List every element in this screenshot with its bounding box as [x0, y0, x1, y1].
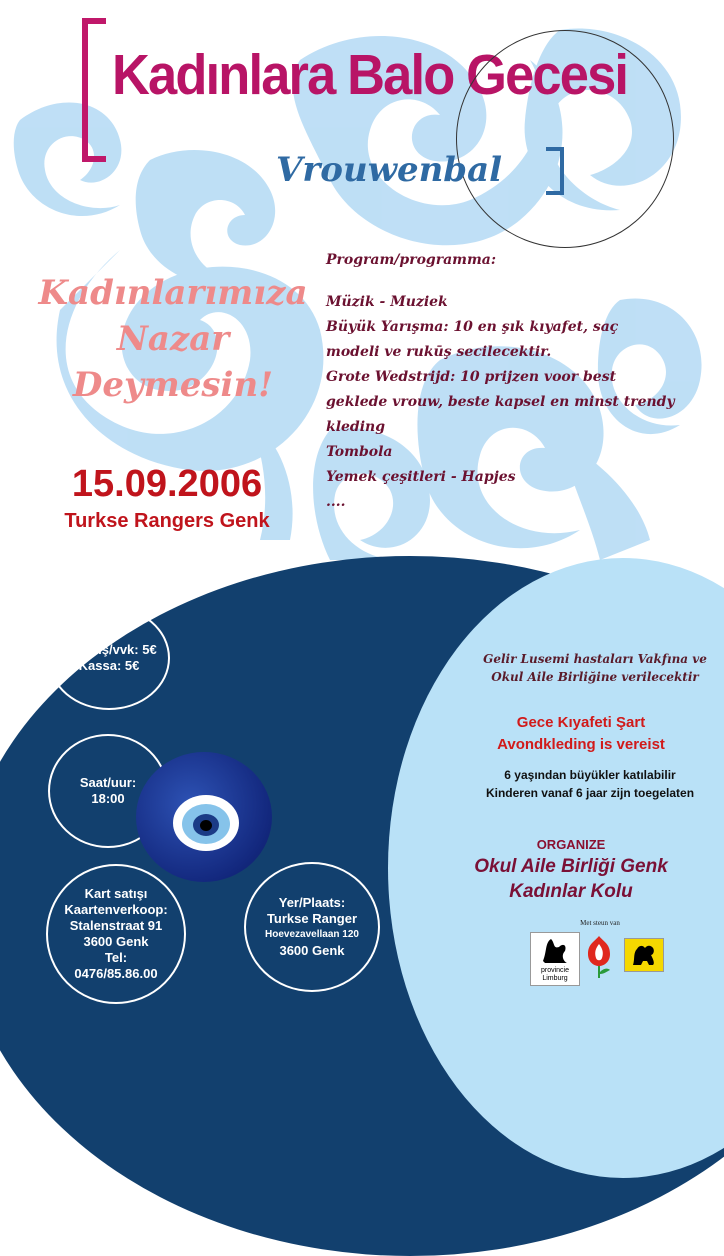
slogan-line: Nazar: [116, 319, 230, 359]
program-item: Tombola: [326, 444, 393, 460]
tickets-street: Stalenstraat 91: [69, 918, 163, 933]
event-date: 15.09.2006: [71, 463, 263, 505]
dress-code-turkish: Gece Kıyafeti Şart: [516, 714, 646, 731]
title-turkish: Kadınlara Balo Gecesi: [112, 43, 628, 107]
flemish-lion-logo: [624, 938, 664, 972]
tulip-logo-icon: [584, 934, 614, 980]
limburg-logo-text: provincie Limburg: [540, 967, 569, 982]
sponsor-label: Met steun van: [580, 919, 620, 927]
lion-icon: [625, 939, 663, 971]
title-dutch: Vrouwenbal: [276, 150, 503, 190]
limburg-emblem-icon: [531, 933, 579, 967]
place-street: Hoevezavellaan 120: [265, 929, 359, 940]
title-circle-outline: [456, 30, 674, 248]
organizer-name: [456, 854, 686, 904]
donation-line: Okul Aile Birliğine verilecektir: [491, 670, 699, 684]
program-section: [326, 248, 676, 515]
place-label: Yer/Plaats:: [278, 895, 346, 910]
time-label: Saat/uur:: [79, 775, 137, 790]
program-heading: Program/programma:: [326, 252, 497, 268]
program-item: Büyük Yarışma: 10 en şık kıyafet, saç modeli ve rukūş secilecektir.: [326, 319, 619, 360]
event-venue: Turkse Rangers Genk: [64, 510, 270, 532]
age-note: [440, 766, 724, 802]
age-note-dutch: Kinderen vanaf 6 jaar zijn toegelaten: [485, 786, 695, 800]
donation-note: [450, 650, 724, 686]
tickets-tel: 0476/85.86.00: [74, 966, 158, 981]
slogan-line: Kadınlarımıza: [38, 273, 308, 313]
door-price: Kassa: 5€: [78, 658, 140, 673]
dress-code-dutch: Avondkleding is vereist: [497, 736, 665, 753]
tickets-label-nl: Kaartenverkoop:: [64, 902, 168, 917]
program-item: Grote Wedstrijd: 10 prijzen voor best geklede vrouw, beste kapsel en minst trendy kleding: [326, 369, 675, 435]
dress-code: [456, 712, 706, 756]
tickets-circle: [46, 864, 186, 1004]
organizer-line: Okul Aile Birliği Genk: [474, 856, 668, 877]
program-item: Yemek çeşitleri - Hapjes: [326, 469, 516, 485]
program-item: ....: [326, 494, 346, 510]
place-circle: [244, 862, 380, 992]
donation-line: Gelir Lusemi hastaları Vakfına ve: [483, 652, 707, 666]
place-name: Turkse Ranger: [266, 911, 358, 926]
tickets-tel-label: Tel:: [104, 950, 128, 965]
organizer-line: Kadınlar Kolu: [509, 881, 633, 902]
tickets-label-tr: Kart satışı: [84, 886, 148, 901]
organizer-label: ORGANIZE: [536, 837, 606, 852]
place-city: 3600 Genk: [279, 943, 345, 958]
tickets-city: 3600 Genk: [83, 934, 149, 949]
price-circle: [48, 606, 170, 710]
age-note-turkish: 6 yaşından büyükler katılabilir: [504, 768, 676, 782]
evil-eye-pupil: [200, 820, 212, 831]
program-item: Müzik - Muziek: [326, 294, 448, 310]
slogan-line: Deymesin!: [72, 365, 274, 405]
time-value: 18:00: [91, 791, 125, 806]
title-bracket-right: [546, 147, 564, 195]
limburg-logo: [530, 932, 580, 986]
title-bracket-left: [82, 18, 106, 162]
slogan: [28, 270, 318, 408]
presale-price: Önsatış/vvk: 5€: [61, 642, 157, 657]
